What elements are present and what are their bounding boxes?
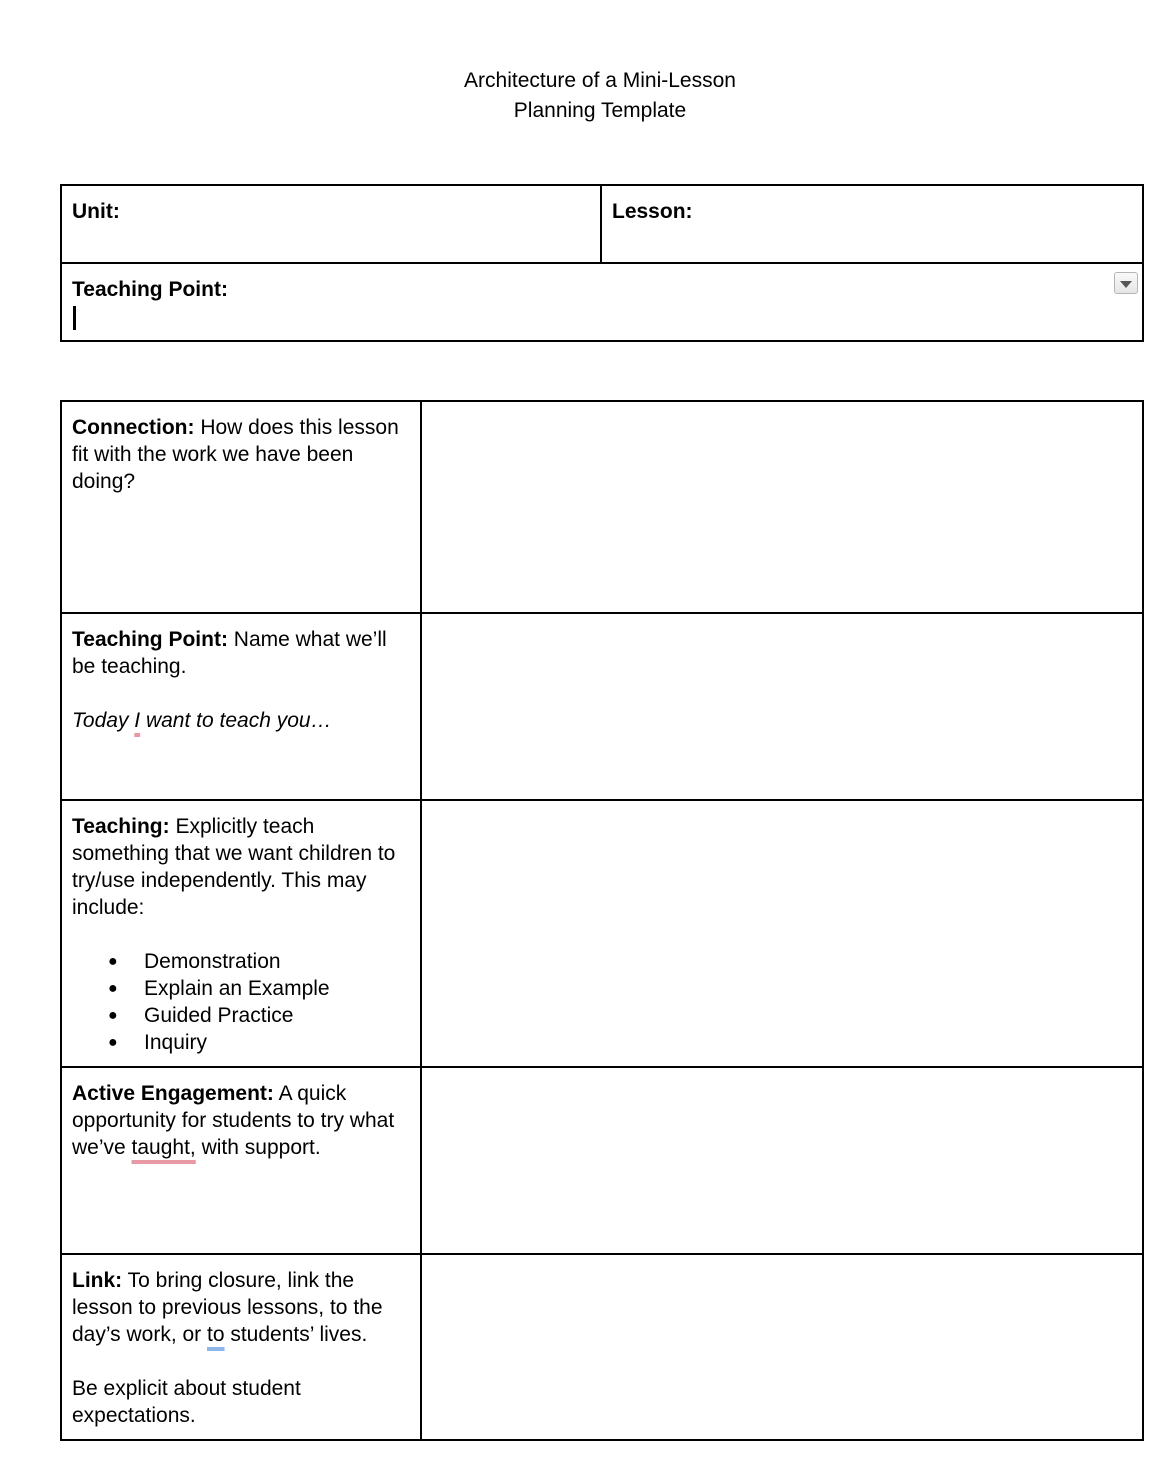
link-expectations-text: Be explicit about student expectations. xyxy=(72,1377,301,1427)
active-engagement-response-cell[interactable] xyxy=(421,1067,1143,1254)
connection-label: Connection: xyxy=(72,416,195,439)
teaching-point-label: Teaching Point: xyxy=(72,278,228,301)
plan-table xyxy=(60,400,1144,1441)
teaching-point-row-label: Teaching Point: xyxy=(72,628,228,651)
active-engagement-prompt-cell[interactable]: Active Engagement: A quick opportunity for students to try what we’ve taught, with support. xyxy=(61,1067,421,1254)
header-table xyxy=(60,184,1144,342)
list-item: ● Explain an Example xyxy=(72,975,410,1002)
title-line-2: Planning Template xyxy=(513,99,687,122)
list-item: ● Inquiry xyxy=(72,1029,410,1056)
teaching-point-cell[interactable] xyxy=(61,263,1143,341)
list-item: ● Demonstration xyxy=(72,948,410,975)
teaching-response-cell[interactable] xyxy=(421,800,1143,1067)
connection-prompt-cell[interactable] xyxy=(61,401,421,613)
link-label: Link: xyxy=(72,1269,123,1292)
connection-text: How does this lesson fit with the work we have been doing? xyxy=(72,416,399,493)
link-response-cell[interactable] xyxy=(421,1254,1143,1440)
teaching-text: Explicitly teach something that we want children to try/use independently. This may include: xyxy=(72,815,396,919)
dropdown-arrow-icon[interactable] xyxy=(1114,272,1138,294)
teaching-point-prompt-cell[interactable] xyxy=(61,613,421,800)
list-item: ● Guided Practice xyxy=(72,1002,410,1029)
text-cursor xyxy=(73,306,76,330)
active-engagement-label: Active Engagement: xyxy=(72,1082,274,1105)
spelling-flag: I xyxy=(134,709,141,732)
lesson-label: Lesson: xyxy=(612,200,693,223)
teaching-point-example: Today I want to teach you… xyxy=(72,709,332,732)
page-title xyxy=(0,66,1174,126)
table-row xyxy=(61,613,1143,800)
table-row xyxy=(61,1254,1143,1440)
spelling-flag: taught, xyxy=(131,1136,196,1159)
teaching-prompt-cell[interactable] xyxy=(61,800,421,1067)
teaching-bullet-list xyxy=(72,948,410,1056)
lesson-cell[interactable] xyxy=(601,185,1143,263)
table-row xyxy=(61,800,1143,1067)
unit-cell[interactable] xyxy=(61,185,601,263)
link-prompt-cell[interactable]: Link: To bring closure, link the lesson to previous lessons, to the day’s work, or to students’ lives. Be explicit about student expectations. xyxy=(61,1254,421,1440)
connection-response-cell[interactable] xyxy=(421,401,1143,613)
table-row xyxy=(61,401,1143,613)
grammar-flag: to xyxy=(207,1323,225,1346)
teaching-label: Teaching: xyxy=(72,815,170,838)
teaching-point-response-cell[interactable] xyxy=(421,613,1143,800)
table-row xyxy=(61,1067,1143,1254)
teaching-point-row-text: Name what we’ll be teaching. xyxy=(72,628,387,678)
unit-label: Unit: xyxy=(72,200,120,223)
title-line-1: Architecture of a Mini-Lesson xyxy=(464,69,736,92)
